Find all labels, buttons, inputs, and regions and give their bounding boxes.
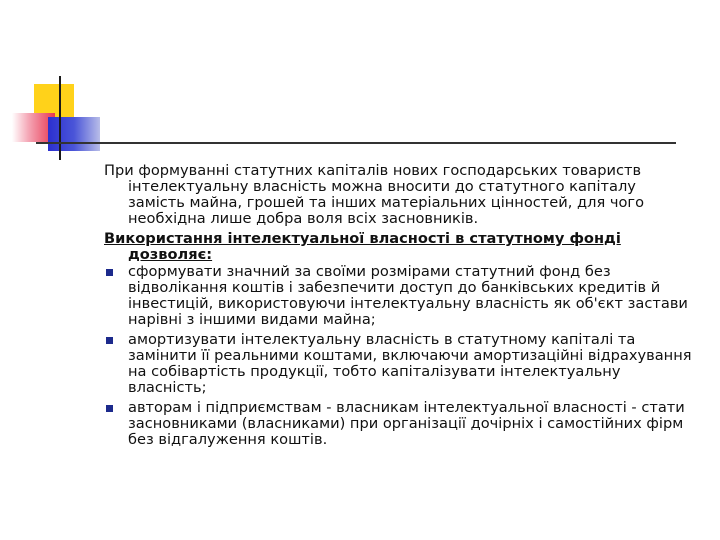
intro-paragraph: При формуванні статутних капіталів нових господарських товариств інтелектуальну власність можна вносити до статутного капіталу замість майна, грошей та інших матеріальних цінностей, для чого необхідна лише добра воля всіх засновників. — [104, 162, 645, 227]
slide-body — [104, 163, 694, 452]
decor-vertical-line — [59, 76, 61, 160]
list-item — [104, 264, 694, 328]
list-item-text: сформувати значний за своїми розмірами статутний фонд без відволікання коштів і забезпечити доступ до банківських кредитів й інвестицій, використовуючи інтелектуальну власність як об'єкт застави нарівні з іншими видами майна; — [128, 263, 688, 328]
usage-heading: Використання інтелектуальної власності в статутному фонді дозволяє: — [104, 230, 621, 263]
list-item-text: амортизувати інтелектуальну власність в статутному капіталі та замінити її реальними коштами, включаючи амортизаційні відрахування на собівартість продукції, тобто капіталізувати інтелектуальну власність; — [128, 331, 692, 396]
square-bullet-icon — [106, 405, 113, 412]
title-divider-line — [36, 142, 676, 144]
list-item — [104, 400, 694, 448]
square-bullet-icon — [106, 337, 113, 344]
decor-blue-square — [48, 117, 100, 151]
list-item-text: авторам і підприємствам - власникам інтелектуальної власності - стати засновниками (власниками) при організації дочірніх і самостійних фірм без відгалуження коштів. — [128, 399, 685, 448]
list-item — [104, 332, 694, 396]
square-bullet-icon — [106, 269, 113, 276]
